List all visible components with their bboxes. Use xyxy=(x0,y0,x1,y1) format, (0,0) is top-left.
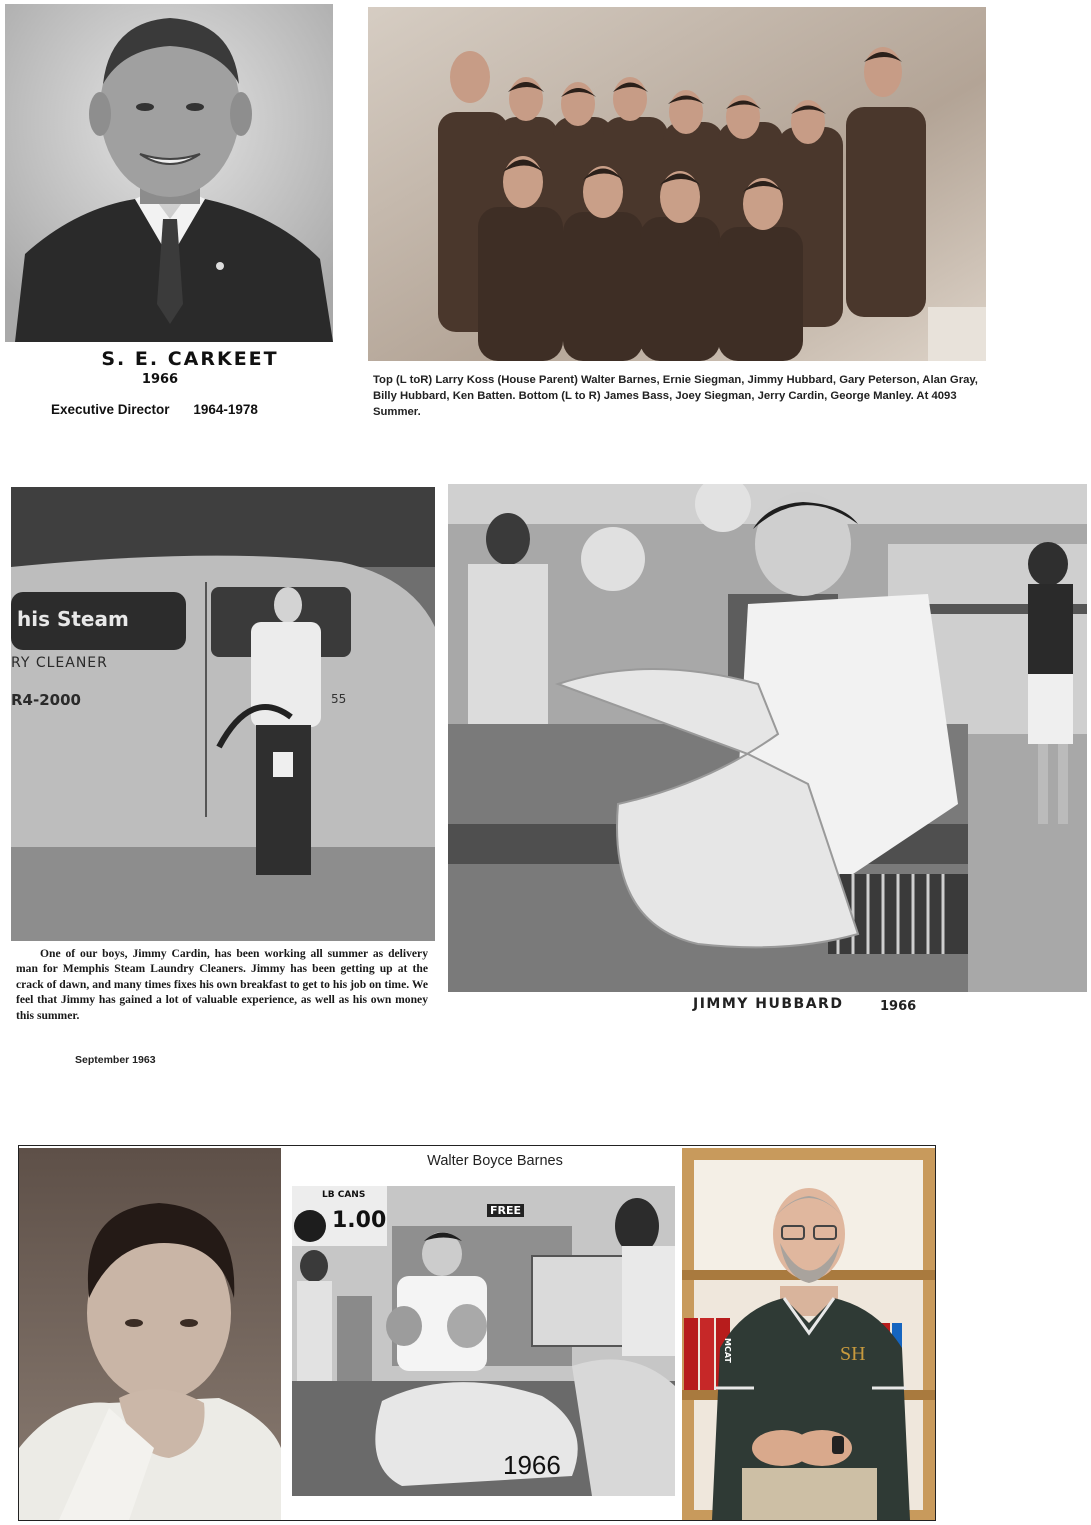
bookshelf-book-label: MCAT xyxy=(723,1338,732,1363)
carkeet-role-line xyxy=(51,402,258,417)
cardin-truck-photo xyxy=(11,487,435,941)
hubbard-grocery-photo xyxy=(448,484,1087,992)
carkeet-role: Executive Director xyxy=(51,402,170,417)
carkeet-year: 1966 xyxy=(141,372,179,387)
store-sign-price: 1.00 xyxy=(332,1208,387,1233)
barnes-store-photo xyxy=(292,1186,675,1496)
barnes-year: 1966 xyxy=(503,1450,561,1480)
store-sign-cans: LB CANS xyxy=(322,1190,366,1200)
hubbard-year: 1966 xyxy=(880,999,917,1014)
store-sign-free: FREE xyxy=(487,1204,524,1217)
truck-number: 55 xyxy=(331,692,347,706)
svg-text:SH: SH xyxy=(840,1343,866,1365)
truck-text-line1: his Steam xyxy=(17,607,129,631)
cardin-article-text: One of our boys, Jimmy Cardin, has been working all summer as delivery man for Memphis Steam Laundry Cleaners. Jimmy has been getting up at the crack of dawn, and many times fixes his own breakfast to get to his job on time. We feel that Jimmy has gained a lot of valuable experience, as well as his own money this summer. xyxy=(16,947,428,1022)
cardin-article-date: September 1963 xyxy=(75,1054,156,1066)
group-photo-caption: Top (L toR) Larry Koss (House Parent) Walter Barnes, Ernie Siegman, Jimmy Hubbard, Gary Peterson, Alan Gray, Billy Hubbard, Ken Batten. Bottom (L to R) James Bass, Joey Siegman, Jerry Cardin, George Manley. At 4093 Summer. xyxy=(373,374,978,418)
truck-text-line3: R4-2000 xyxy=(11,691,81,709)
carkeet-years: 1964-1978 xyxy=(193,402,258,417)
barnes-name: Walter Boyce Barnes xyxy=(427,1153,563,1169)
carkeet-portrait-photo xyxy=(5,4,333,342)
barnes-youth-portrait xyxy=(19,1148,281,1520)
hubbard-name: JIMMY HUBBARD xyxy=(693,996,844,1012)
carkeet-name: S. E. CARKEET xyxy=(101,348,279,370)
truck-text-line2: RY CLEANER xyxy=(11,655,108,671)
group-photo xyxy=(368,7,986,361)
barnes-recent-photo xyxy=(682,1148,935,1520)
